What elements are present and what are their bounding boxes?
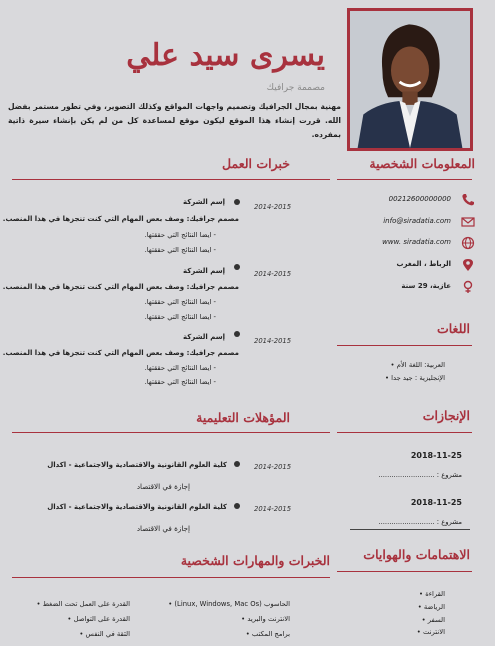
contact-address-row — [340, 258, 475, 274]
skill-item: القدرة على العمل تحت الضغط • — [37, 600, 130, 608]
profile-photo — [347, 8, 473, 151]
exp-year: 2014-2015 — [254, 203, 292, 211]
address-text: الرباط ، المغرب — [396, 260, 451, 268]
awards-bottom-divider — [350, 529, 470, 530]
exp-achievement: - ايضا النتائج التي حققتها. — [144, 313, 216, 321]
languages-divider — [337, 345, 472, 346]
exp-achievement: - ايضا النتائج التي حققتها. — [144, 246, 216, 254]
globe-icon — [461, 236, 475, 250]
exp-company: إسم الشركة — [182, 333, 225, 341]
education-divider — [12, 432, 330, 433]
hobbies-divider — [337, 571, 472, 572]
skill-item: الحاسوب (Linux, Windows, Mac Os) • — [168, 600, 290, 608]
candidate-name: يسرى سيد علي — [126, 38, 325, 73]
exp-achievement: - ايضا النتائج التي حققتها. — [144, 298, 216, 306]
phone-icon — [461, 193, 475, 207]
language-item: الإنجليزية : جيد جدا • — [385, 374, 445, 382]
contact-website-row — [340, 236, 475, 252]
exp-company: إسم الشركة — [182, 267, 225, 275]
skill-item: الثقة في النفس • — [79, 630, 130, 638]
timeline-dot — [234, 199, 240, 205]
skills-divider — [12, 577, 330, 578]
edu-year: 2014-2015 — [254, 463, 292, 471]
female-icon — [461, 280, 475, 294]
exp-description: مصمم جرافيك: وصف بعض المهام التي كنت تنجزها في هذا المنصب. — [2, 283, 239, 291]
exp-year: 2014-2015 — [254, 270, 292, 278]
contact-email-row — [340, 215, 475, 231]
exp-description: مصمم جرافيك: وصف بعض المهام التي كنت تنجزها في هذا المنصب. — [2, 215, 239, 223]
awards-divider — [337, 432, 472, 433]
contact-phone-row — [340, 193, 475, 209]
timeline-dot — [234, 331, 240, 337]
edu-year: 2014-2015 — [254, 505, 292, 513]
experience-divider — [12, 179, 330, 180]
award-date: 2018-11-25 — [410, 451, 462, 460]
hobby-item: الرياضة • — [418, 603, 445, 611]
edu-degree: إجازة في الاقتصاد — [136, 524, 190, 533]
exp-company: إسم الشركة — [182, 198, 225, 206]
email-text[interactable]: info@siradatia.com — [383, 217, 451, 225]
phone-text: 00212600000000 — [388, 195, 451, 203]
age-text: عازبة، 29 سنة — [401, 282, 451, 290]
skills-heading: الخبرات والمهارات الشخصية — [180, 553, 330, 568]
award-project: مشروع : .......................... — [378, 518, 462, 526]
timeline-dot — [234, 461, 240, 467]
experience-heading: خبرات العمل — [222, 156, 290, 171]
skill-item: الانترنت والبريد • — [241, 615, 290, 623]
skill-item: القدرة على التواصل • — [67, 615, 130, 623]
location-pin-icon — [461, 258, 475, 272]
exp-description: مصمم جرافيك: وصف بعض المهام التي كنت تنجزها في هذا المنصب. — [2, 349, 239, 357]
exp-achievement: - ايضا النتائج التي حققتها. — [144, 364, 216, 372]
awards-heading: الإنجازات — [422, 408, 470, 423]
exp-achievement: - ايضا النتائج التي حققتها. — [144, 378, 216, 386]
timeline-dot — [234, 503, 240, 509]
personal-info-divider — [337, 179, 472, 180]
education-heading: المؤهلات التعليمية — [196, 410, 290, 425]
hobby-item: السفر • — [422, 616, 445, 624]
intro-text: مهنية بمجال الجرافيك وتصميم واجهات المواقع وكذلك التصوير، وفي تطور مستمر بفضل الله. قررت إنشاء هذا الموقع ليكون موقع لمساعدة كل من لم يكن بإنشاء سيرة ذاتية بمفرده. — [8, 102, 341, 139]
hobby-item: القراءة • — [419, 590, 445, 598]
award-date: 2018-11-25 — [410, 498, 462, 507]
edu-institution: كلية العلوم القانونية والاقتصادية والاجتماعية - اكدال — [47, 503, 227, 511]
contact-age-row — [340, 280, 475, 296]
hobbies-heading: الاهتمامات والهوايات — [363, 547, 470, 562]
timeline-dot — [234, 264, 240, 270]
edu-institution: كلية العلوم القانونية والاقتصادية والاجتماعية - اكدال — [47, 461, 227, 469]
edu-degree: إجازة في الاقتصاد — [136, 482, 190, 491]
award-project: مشروع : .......................... — [378, 471, 462, 479]
website-text[interactable]: www. siradatia.com — [382, 238, 451, 246]
envelope-icon — [461, 215, 475, 229]
language-item: العربية: اللغة الأم • — [391, 361, 445, 369]
skill-item: برامج المكتب • — [246, 630, 290, 638]
hobby-item: الانترنت • — [417, 628, 445, 636]
exp-achievement: - ايضا النتائج التي حققتها. — [144, 231, 216, 239]
personal-info-heading: المعلومات الشخصية — [369, 156, 475, 171]
exp-year: 2014-2015 — [254, 337, 292, 345]
languages-heading: اللغات — [436, 321, 470, 336]
job-title: مصممة جرافيك — [266, 83, 325, 93]
